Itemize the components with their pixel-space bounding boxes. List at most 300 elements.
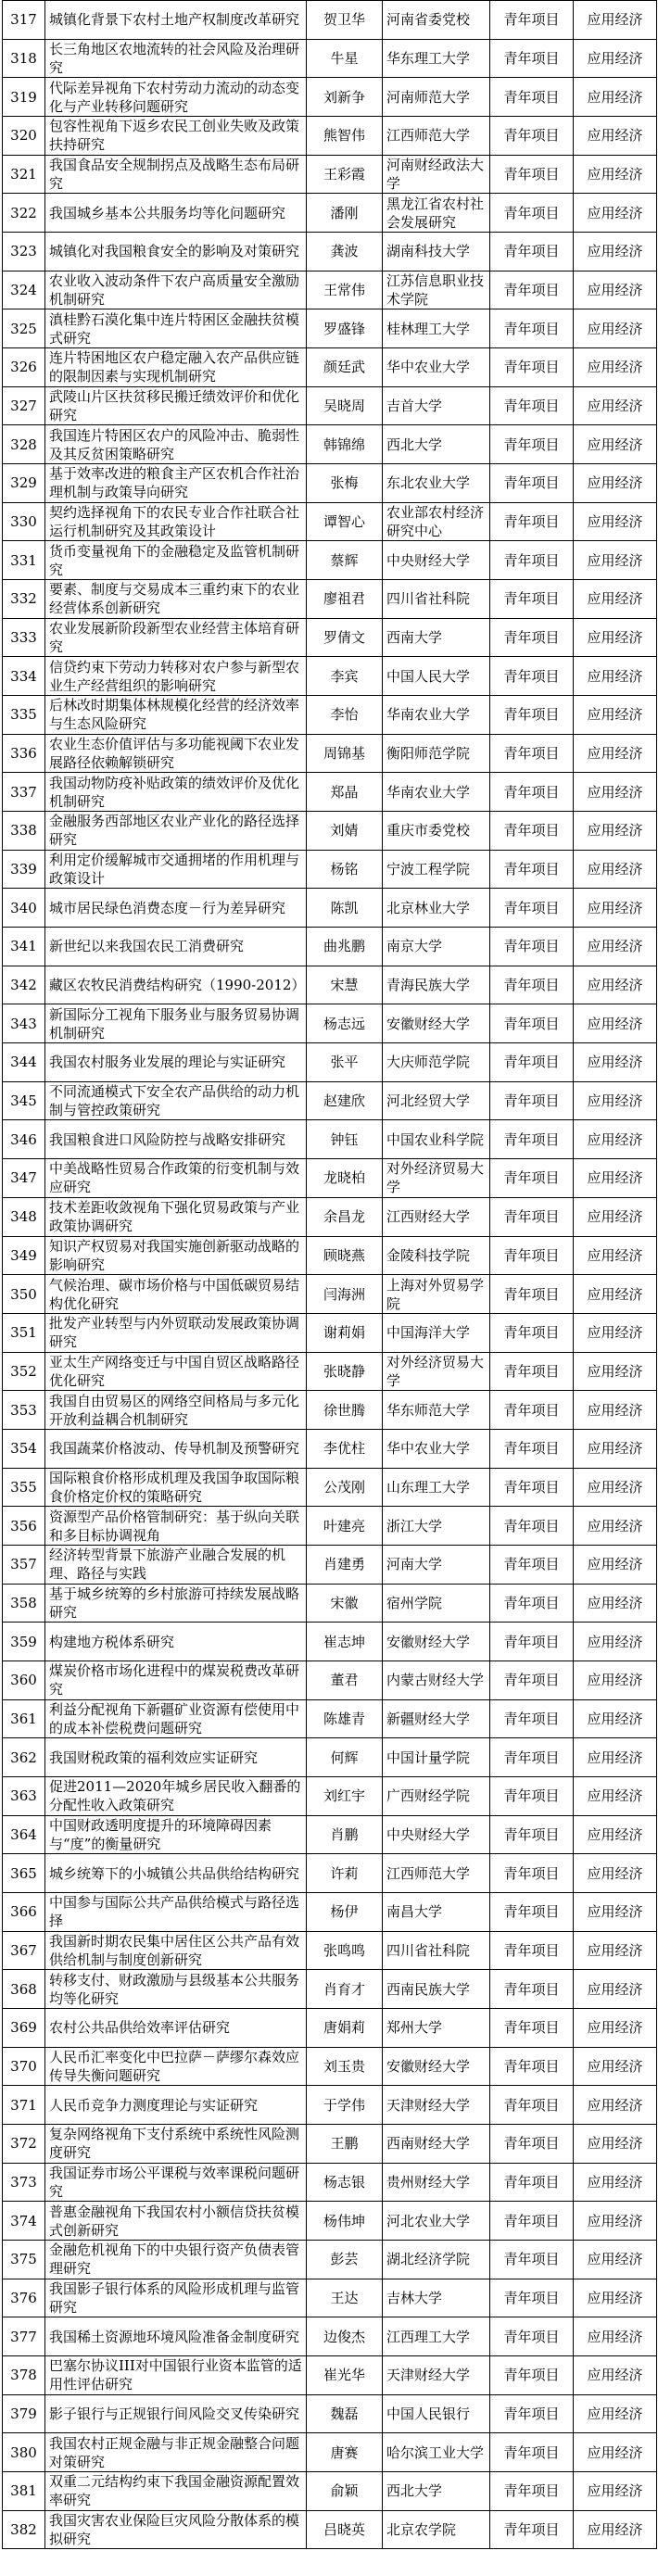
discipline: 应用经济 (574, 271, 657, 309)
project-title: 后林改时期集体林规模化经营的经济效率与生态风险研究 (45, 696, 307, 735)
project-title: 城乡统筹下的小城镇公共品供给结构研究 (45, 1854, 307, 1893)
project-type: 青年项目 (490, 2317, 574, 2356)
row-number: 341 (3, 928, 45, 966)
project-leader: 闫海洲 (307, 1275, 383, 1314)
row-number: 326 (3, 348, 45, 387)
discipline: 应用经济 (574, 889, 657, 928)
table-row (3, 1931, 657, 1970)
project-leader: 谭智心 (307, 502, 383, 541)
organization: 贵州财经大学 (383, 2163, 490, 2202)
row-number: 354 (3, 1429, 45, 1468)
project-title: 基于城乡统筹的乡村旅游可持续发展战略研究 (45, 1584, 307, 1623)
organization: 广西财经学院 (383, 1776, 490, 1815)
discipline: 应用经济 (574, 2355, 657, 2394)
table-row (3, 309, 657, 348)
organization: 中国人民大学 (383, 657, 490, 696)
row-number: 380 (3, 2433, 45, 2472)
organization: 东北农业大学 (383, 464, 490, 503)
project-type: 青年项目 (490, 1738, 574, 1777)
project-leader: 刘红宇 (307, 1776, 383, 1815)
discipline: 应用经济 (574, 1970, 657, 2009)
project-title: 新国际分工视角下服务业与服务贸易协调机制研究 (45, 1004, 307, 1043)
organization: 江西理工大学 (383, 2317, 490, 2356)
project-type: 青年项目 (490, 1313, 574, 1352)
table-row (3, 812, 657, 851)
project-title: 我国动物防疫补贴政策的绩效评价及优化机制研究 (45, 773, 307, 812)
project-leader: 吕晓英 (307, 2510, 383, 2549)
project-type: 青年项目 (490, 541, 574, 580)
discipline: 应用经济 (574, 309, 657, 348)
row-number: 351 (3, 1313, 45, 1352)
project-leader: 陈凯 (307, 889, 383, 928)
table-row (3, 425, 657, 464)
project-type: 青年项目 (490, 1081, 574, 1120)
row-number: 321 (3, 155, 45, 194)
project-title: 金融危机视角下的中央银行资产负债表管理研究 (45, 2240, 307, 2279)
project-leader: 王彩霞 (307, 155, 383, 194)
project-type: 青年项目 (490, 966, 574, 1004)
project-type: 青年项目 (490, 812, 574, 851)
organization: 浙江大学 (383, 1507, 490, 1546)
discipline: 应用经济 (574, 1776, 657, 1815)
project-type: 青年项目 (490, 1815, 574, 1854)
organization: 重庆市委党校 (383, 812, 490, 851)
project-title: 基于效率改进的粮食主产区农机合作社治理机制与政策导向研究 (45, 464, 307, 503)
table-row (3, 2240, 657, 2279)
table-row (3, 464, 657, 503)
table-row (3, 2472, 657, 2511)
discipline: 应用经济 (574, 1429, 657, 1468)
discipline: 应用经济 (574, 657, 657, 696)
organization: 华东师范大学 (383, 1391, 490, 1430)
table-row (3, 2355, 657, 2394)
organization: 衡阳师范学院 (383, 734, 490, 773)
row-number: 376 (3, 2279, 45, 2317)
project-title: 我国农村服务业发展的理论与实证研究 (45, 1043, 307, 1082)
project-leader: 张平 (307, 1043, 383, 1082)
row-number: 325 (3, 309, 45, 348)
row-number: 379 (3, 2394, 45, 2433)
organization: 西北大学 (383, 2472, 490, 2511)
project-title: 亚太生产网络变迁与中国自贸区战略路径优化研究 (45, 1352, 307, 1391)
project-type: 青年项目 (490, 271, 574, 309)
discipline: 应用经济 (574, 233, 657, 271)
discipline: 应用经济 (574, 78, 657, 117)
table-row (3, 1970, 657, 2009)
table-row (3, 386, 657, 425)
project-type: 青年项目 (490, 1391, 574, 1430)
table-row (3, 155, 657, 194)
discipline: 应用经济 (574, 773, 657, 812)
project-leader: 边俊杰 (307, 2317, 383, 2356)
table-row (3, 773, 657, 812)
project-leader: 肖建勇 (307, 1545, 383, 1584)
organization: 安徽财经大学 (383, 2047, 490, 2086)
project-type: 青年项目 (490, 233, 574, 271)
table-row (3, 1545, 657, 1584)
project-type: 青年项目 (490, 78, 574, 117)
project-title: 长三角地区农地流转的社会风险及治理研究 (45, 39, 307, 78)
row-number: 319 (3, 78, 45, 117)
project-leader: 赵建欣 (307, 1081, 383, 1120)
organization: 河南省委党校 (383, 1, 490, 40)
table-row (3, 1507, 657, 1546)
project-title: 农业生态价值评估与多功能视阈下农业发展路径依赖解锁研究 (45, 734, 307, 773)
table-row (3, 1468, 657, 1507)
project-title: 藏区农牧民消费结构研究（1990-2012） (45, 966, 307, 1004)
discipline: 应用经济 (574, 39, 657, 78)
project-title: 信贷约束下劳动力转移对农户参与新型农业生产经营组织的影响研究 (45, 657, 307, 696)
project-title: 普惠金融视角下我国农村小额信贷扶贫模式创新研究 (45, 2202, 307, 2241)
discipline: 应用经济 (574, 2202, 657, 2241)
table-row (3, 39, 657, 78)
project-title: 我国粮食进口风险防控与战略安排研究 (45, 1120, 307, 1159)
discipline: 应用经济 (574, 1004, 657, 1043)
project-type: 青年项目 (490, 2472, 574, 2511)
project-title: 利用定价缓解城市交通拥堵的作用机理与政策设计 (45, 850, 307, 889)
table-row (3, 2317, 657, 2356)
organization: 天津财经大学 (383, 2355, 490, 2394)
project-leader: 王常伟 (307, 271, 383, 309)
organization: 新疆财经大学 (383, 1699, 490, 1738)
project-type: 青年项目 (490, 580, 574, 619)
project-leader: 熊智伟 (307, 117, 383, 156)
project-type: 青年项目 (490, 2433, 574, 2472)
project-leader: 张晓静 (307, 1352, 383, 1391)
row-number: 373 (3, 2163, 45, 2202)
organization: 北京农学院 (383, 2510, 490, 2549)
table-row (3, 2008, 657, 2047)
project-title: 中国参与国际公共产品供给模式与路径选择 (45, 1892, 307, 1931)
project-type: 青年项目 (490, 1545, 574, 1584)
organization: 金陵科技学院 (383, 1236, 490, 1275)
project-leader: 韩锦绵 (307, 425, 383, 464)
table-row (3, 734, 657, 773)
table-row (3, 2394, 657, 2433)
discipline: 应用经济 (574, 734, 657, 773)
project-leader: 李怡 (307, 696, 383, 735)
organization: 河南大学 (383, 1545, 490, 1584)
row-number: 371 (3, 2086, 45, 2125)
project-type: 青年项目 (490, 1970, 574, 2009)
row-number: 361 (3, 1699, 45, 1738)
project-leader: 刘玉贵 (307, 2047, 383, 2086)
project-title: 气候治理、碳市场价格与中国低碳贸易结构优化研究 (45, 1275, 307, 1314)
row-number: 381 (3, 2472, 45, 2511)
project-leader: 杨铭 (307, 850, 383, 889)
table-row (3, 2163, 657, 2202)
discipline: 应用经济 (574, 2433, 657, 2472)
row-number: 375 (3, 2240, 45, 2279)
project-title: 我国自由贸易区的网络空间格局与多元化开放利益耦合机制研究 (45, 1391, 307, 1430)
organization: 中央财经大学 (383, 541, 490, 580)
table-row (3, 2202, 657, 2241)
project-leader: 杨志远 (307, 1004, 383, 1043)
project-title: 双重二元结构约束下我国金融资源配置效率研究 (45, 2472, 307, 2511)
table-row (3, 1661, 657, 1699)
project-type: 青年项目 (490, 1004, 574, 1043)
project-type: 青年项目 (490, 425, 574, 464)
organization: 湖北经济学院 (383, 2240, 490, 2279)
table-row (3, 1275, 657, 1314)
row-number: 359 (3, 1623, 45, 1661)
project-leader: 钟钰 (307, 1120, 383, 1159)
table-row (3, 1081, 657, 1120)
project-leader: 宋慧 (307, 966, 383, 1004)
project-leader: 肖育才 (307, 1970, 383, 2009)
discipline: 应用经济 (574, 502, 657, 541)
project-type: 青年项目 (490, 696, 574, 735)
organization: 大庆师范学院 (383, 1043, 490, 1082)
project-title: 我国影子银行体系的风险形成机理与监管研究 (45, 2279, 307, 2317)
discipline: 应用经济 (574, 348, 657, 387)
project-title: 代际差异视角下农村劳动力流动的动态变化与产业转移问题研究 (45, 78, 307, 117)
table-row (3, 1738, 657, 1777)
row-number: 349 (3, 1236, 45, 1275)
project-title: 农村公共品供给效率评估研究 (45, 2008, 307, 2047)
project-type: 青年项目 (490, 1352, 574, 1391)
organization: 南昌大学 (383, 1892, 490, 1931)
project-title: 我国蔬菜价格波动、传导机制及预警研究 (45, 1429, 307, 1468)
organization: 西北大学 (383, 425, 490, 464)
discipline: 应用经济 (574, 1815, 657, 1854)
row-number: 353 (3, 1391, 45, 1430)
project-type: 青年项目 (490, 386, 574, 425)
project-title: 不同流通模式下安全农产品供给的动力机制与管控政策研究 (45, 1081, 307, 1120)
row-number: 366 (3, 1892, 45, 1931)
row-number: 332 (3, 580, 45, 619)
discipline: 应用经济 (574, 2047, 657, 2086)
project-type: 青年项目 (490, 657, 574, 696)
project-leader: 廖祖君 (307, 580, 383, 619)
table-row (3, 1584, 657, 1623)
project-title: 包容性视角下返乡农民工创业失败及政策扶持研究 (45, 117, 307, 156)
project-leader: 蔡辉 (307, 541, 383, 580)
project-leader: 宋徽 (307, 1584, 383, 1623)
project-leader: 刘婧 (307, 812, 383, 851)
project-type: 青年项目 (490, 309, 574, 348)
project-type: 青年项目 (490, 618, 574, 657)
organization: 江西师范大学 (383, 117, 490, 156)
project-leader: 龚波 (307, 233, 383, 271)
organization: 天津财经大学 (383, 2086, 490, 2125)
project-title: 煤炭价格市场化进程中的煤炭税费改革研究 (45, 1661, 307, 1699)
project-title: 中美战略性贸易合作政策的衍变机制与效应研究 (45, 1159, 307, 1198)
project-type: 青年项目 (490, 348, 574, 387)
project-title: 国际粮食价格形成机理及我国争取国际粮食价格定价权的策略研究 (45, 1468, 307, 1507)
table-row (3, 2433, 657, 2472)
row-number: 317 (3, 1, 45, 40)
project-type: 青年项目 (490, 2202, 574, 2241)
table-row (3, 1197, 657, 1236)
discipline: 应用经济 (574, 1623, 657, 1661)
project-type: 青年项目 (490, 773, 574, 812)
discipline: 应用经济 (574, 386, 657, 425)
row-number: 343 (3, 1004, 45, 1043)
project-leader: 魏磊 (307, 2394, 383, 2433)
organization: 中国海洋大学 (383, 1313, 490, 1352)
discipline: 应用经济 (574, 1159, 657, 1198)
project-title: 农业收入波动条件下农户高质量安全激励机制研究 (45, 271, 307, 309)
row-number: 334 (3, 657, 45, 696)
row-number: 342 (3, 966, 45, 1004)
organization: 西南民族大学 (383, 1970, 490, 2009)
project-title: 促进2011—2020年城乡居民收入翻番的分配性收入政策研究 (45, 1776, 307, 1815)
row-number: 363 (3, 1776, 45, 1815)
project-leader: 潘刚 (307, 194, 383, 233)
organization: 上海对外贸易学院 (383, 1275, 490, 1314)
project-leader: 周锦基 (307, 734, 383, 773)
discipline: 应用经济 (574, 1854, 657, 1893)
project-type: 青年项目 (490, 2279, 574, 2317)
table-row (3, 850, 657, 889)
project-type: 青年项目 (490, 1892, 574, 1931)
project-leader: 唐赛 (307, 2433, 383, 2472)
discipline: 应用经济 (574, 812, 657, 851)
project-type: 青年项目 (490, 2510, 574, 2549)
project-title: 我国城乡基本公共服务均等化问题研究 (45, 194, 307, 233)
project-leader: 陈雄青 (307, 1699, 383, 1738)
table-row (3, 348, 657, 387)
discipline: 应用经济 (574, 2240, 657, 2279)
row-number: 324 (3, 271, 45, 309)
project-leader: 颜廷武 (307, 348, 383, 387)
organization: 华南农业大学 (383, 696, 490, 735)
project-type: 青年项目 (490, 1, 574, 40)
discipline: 应用经济 (574, 928, 657, 966)
project-title: 我国财税政策的福利效应实证研究 (45, 1738, 307, 1777)
table-row (3, 1236, 657, 1275)
row-number: 368 (3, 1970, 45, 2009)
row-number: 355 (3, 1468, 45, 1507)
row-number: 333 (3, 618, 45, 657)
project-title: 我国稀土资源地环境风险准备金制度研究 (45, 2317, 307, 2356)
row-number: 331 (3, 541, 45, 580)
row-number: 358 (3, 1584, 45, 1623)
discipline: 应用经济 (574, 2317, 657, 2356)
project-title: 货币变量视角下的金融稳定及监管机制研究 (45, 541, 307, 580)
project-leader: 王达 (307, 2279, 383, 2317)
project-type: 青年项目 (490, 2394, 574, 2433)
discipline: 应用经济 (574, 1661, 657, 1699)
organization: 安徽财经大学 (383, 1623, 490, 1661)
row-number: 369 (3, 2008, 45, 2047)
project-title: 人民币竞争力测度理论与实证研究 (45, 2086, 307, 2125)
table-row (3, 1892, 657, 1931)
row-number: 323 (3, 233, 45, 271)
table-row (3, 194, 657, 233)
row-number: 362 (3, 1738, 45, 1777)
discipline: 应用经济 (574, 1197, 657, 1236)
discipline: 应用经济 (574, 2086, 657, 2125)
organization: 山东理工大学 (383, 1468, 490, 1507)
discipline: 应用经济 (574, 194, 657, 233)
project-leader: 张梅 (307, 464, 383, 503)
project-title: 我国农村正规金融与非正规金融整合问题对策研究 (45, 2433, 307, 2472)
project-type: 青年项目 (490, 1120, 574, 1159)
discipline: 应用经济 (574, 1931, 657, 1970)
project-leader: 叶建亮 (307, 1507, 383, 1546)
project-type: 青年项目 (490, 155, 574, 194)
project-type: 青年项目 (490, 1931, 574, 1970)
project-title: 金融服务西部地区农业产业化的路径选择研究 (45, 812, 307, 851)
row-number: 378 (3, 2355, 45, 2394)
project-type: 青年项目 (490, 2355, 574, 2394)
project-type: 青年项目 (490, 2124, 574, 2163)
row-number: 328 (3, 425, 45, 464)
table-row (3, 78, 657, 117)
project-leader: 公茂刚 (307, 1468, 383, 1507)
discipline: 应用经济 (574, 425, 657, 464)
discipline: 应用经济 (574, 1391, 657, 1430)
project-leader: 董君 (307, 1661, 383, 1699)
table-row (3, 502, 657, 541)
table-row (3, 1159, 657, 1198)
organization: 对外经济贸易大学 (383, 1159, 490, 1198)
organization: 华东理工大学 (383, 39, 490, 78)
organization: 江西师范大学 (383, 1854, 490, 1893)
project-type: 青年项目 (490, 1584, 574, 1623)
project-leader: 王鹏 (307, 2124, 383, 2163)
project-table (2, 0, 657, 2549)
organization: 四川省社科院 (383, 1931, 490, 1970)
organization: 华南农业大学 (383, 773, 490, 812)
table-row (3, 889, 657, 928)
project-type: 青年项目 (490, 2240, 574, 2279)
project-type: 青年项目 (490, 2047, 574, 2086)
project-title: 武陵山片区扶贫移民搬迁绩效评价和优化研究 (45, 386, 307, 425)
row-number: 318 (3, 39, 45, 78)
project-type: 青年项目 (490, 1159, 574, 1198)
discipline: 应用经济 (574, 696, 657, 735)
project-type: 青年项目 (490, 1197, 574, 1236)
project-title: 城镇化对我国粮食安全的影响及对策研究 (45, 233, 307, 271)
organization: 四川省社科院 (383, 580, 490, 619)
project-leader: 吴晓周 (307, 386, 383, 425)
project-type: 青年项目 (490, 1429, 574, 1468)
row-number: 360 (3, 1661, 45, 1699)
organization: 农业部农村经济研究中心 (383, 502, 490, 541)
organization: 华中农业大学 (383, 348, 490, 387)
project-leader: 李优柱 (307, 1429, 383, 1468)
organization: 郑州大学 (383, 2008, 490, 2047)
project-type: 青年项目 (490, 1468, 574, 1507)
organization: 黑龙江省农村社会发展研究 (383, 194, 490, 233)
row-number: 336 (3, 734, 45, 773)
project-type: 青年项目 (490, 502, 574, 541)
table-row (3, 1699, 657, 1738)
project-title: 经济转型背景下旅游产业融合发展的机理、路径与实践 (45, 1545, 307, 1584)
discipline: 应用经济 (574, 1313, 657, 1352)
discipline: 应用经济 (574, 850, 657, 889)
project-leader: 许莉 (307, 1854, 383, 1893)
project-title: 连片特困地区农户稳定融入农产品供应链的限制因素与实现机制研究 (45, 348, 307, 387)
row-number: 327 (3, 386, 45, 425)
organization: 吉林大学 (383, 2279, 490, 2317)
project-title: 要素、制度与交易成本三重约束下的农业经营体系创新研究 (45, 580, 307, 619)
project-title: 新世纪以来我国农民工消费研究 (45, 928, 307, 966)
project-type: 青年项目 (490, 734, 574, 773)
organization: 华中农业大学 (383, 1429, 490, 1468)
discipline: 应用经济 (574, 1352, 657, 1391)
organization: 北京林业大学 (383, 889, 490, 928)
project-leader: 余昌龙 (307, 1197, 383, 1236)
project-type: 青年项目 (490, 1623, 574, 1661)
discipline: 应用经济 (574, 618, 657, 657)
project-type: 青年项目 (490, 1236, 574, 1275)
organization: 安徽财经大学 (383, 1004, 490, 1043)
organization: 青海民族大学 (383, 966, 490, 1004)
